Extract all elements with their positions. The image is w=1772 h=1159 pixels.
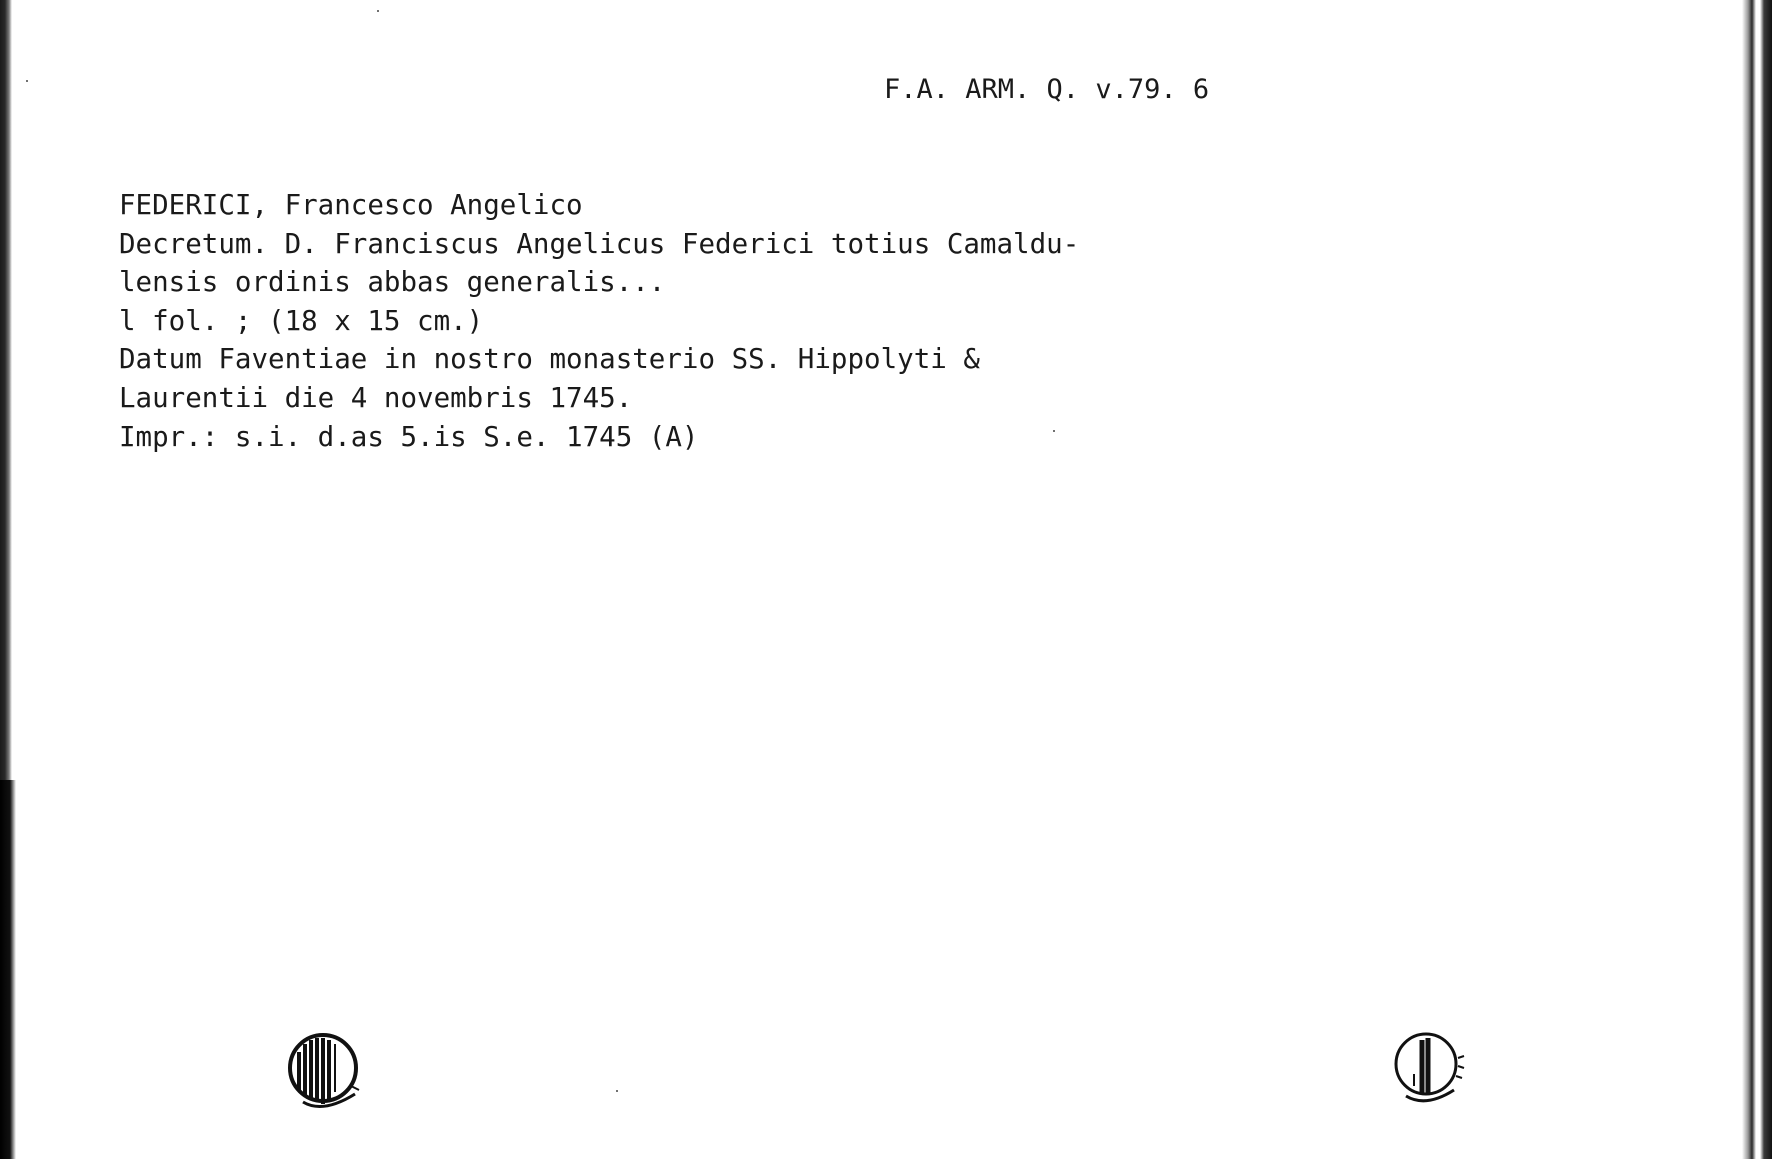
shelfmark: F.A. ARM. Q. v.79. 6 — [884, 74, 1210, 105]
entry-line-title-cont: lensis ordinis abbas generalis... — [119, 266, 666, 299]
library-stamp-icon — [285, 1030, 367, 1112]
scan-speck — [377, 10, 379, 12]
scan-speck — [26, 80, 28, 82]
card-edge-right — [1742, 0, 1772, 1159]
scan-speck — [1053, 430, 1055, 432]
scan-speck — [616, 1090, 618, 1092]
library-stamp-icon — [1392, 1028, 1474, 1110]
card-edge-left-shadow — [0, 780, 16, 1159]
entry-line-note-cont: Laurentii die 4 novembris 1745. — [119, 381, 633, 414]
entry-line-extent: l fol. ; (18 x 15 cm.) — [119, 304, 484, 337]
bibliographic-entry — [119, 186, 1079, 456]
entry-line-title: Decretum. D. Franciscus Angelicus Federici totius Camaldu- — [119, 227, 1080, 260]
entry-line-note: Datum Faventiae in nostro monasterio SS. Hippolyti & — [119, 343, 980, 376]
entry-line-author: FEDERICI, Francesco Angelico — [119, 189, 583, 221]
entry-line-imprint: Impr.: s.i. d.as 5.is S.e. 1745 (A) — [119, 420, 699, 453]
